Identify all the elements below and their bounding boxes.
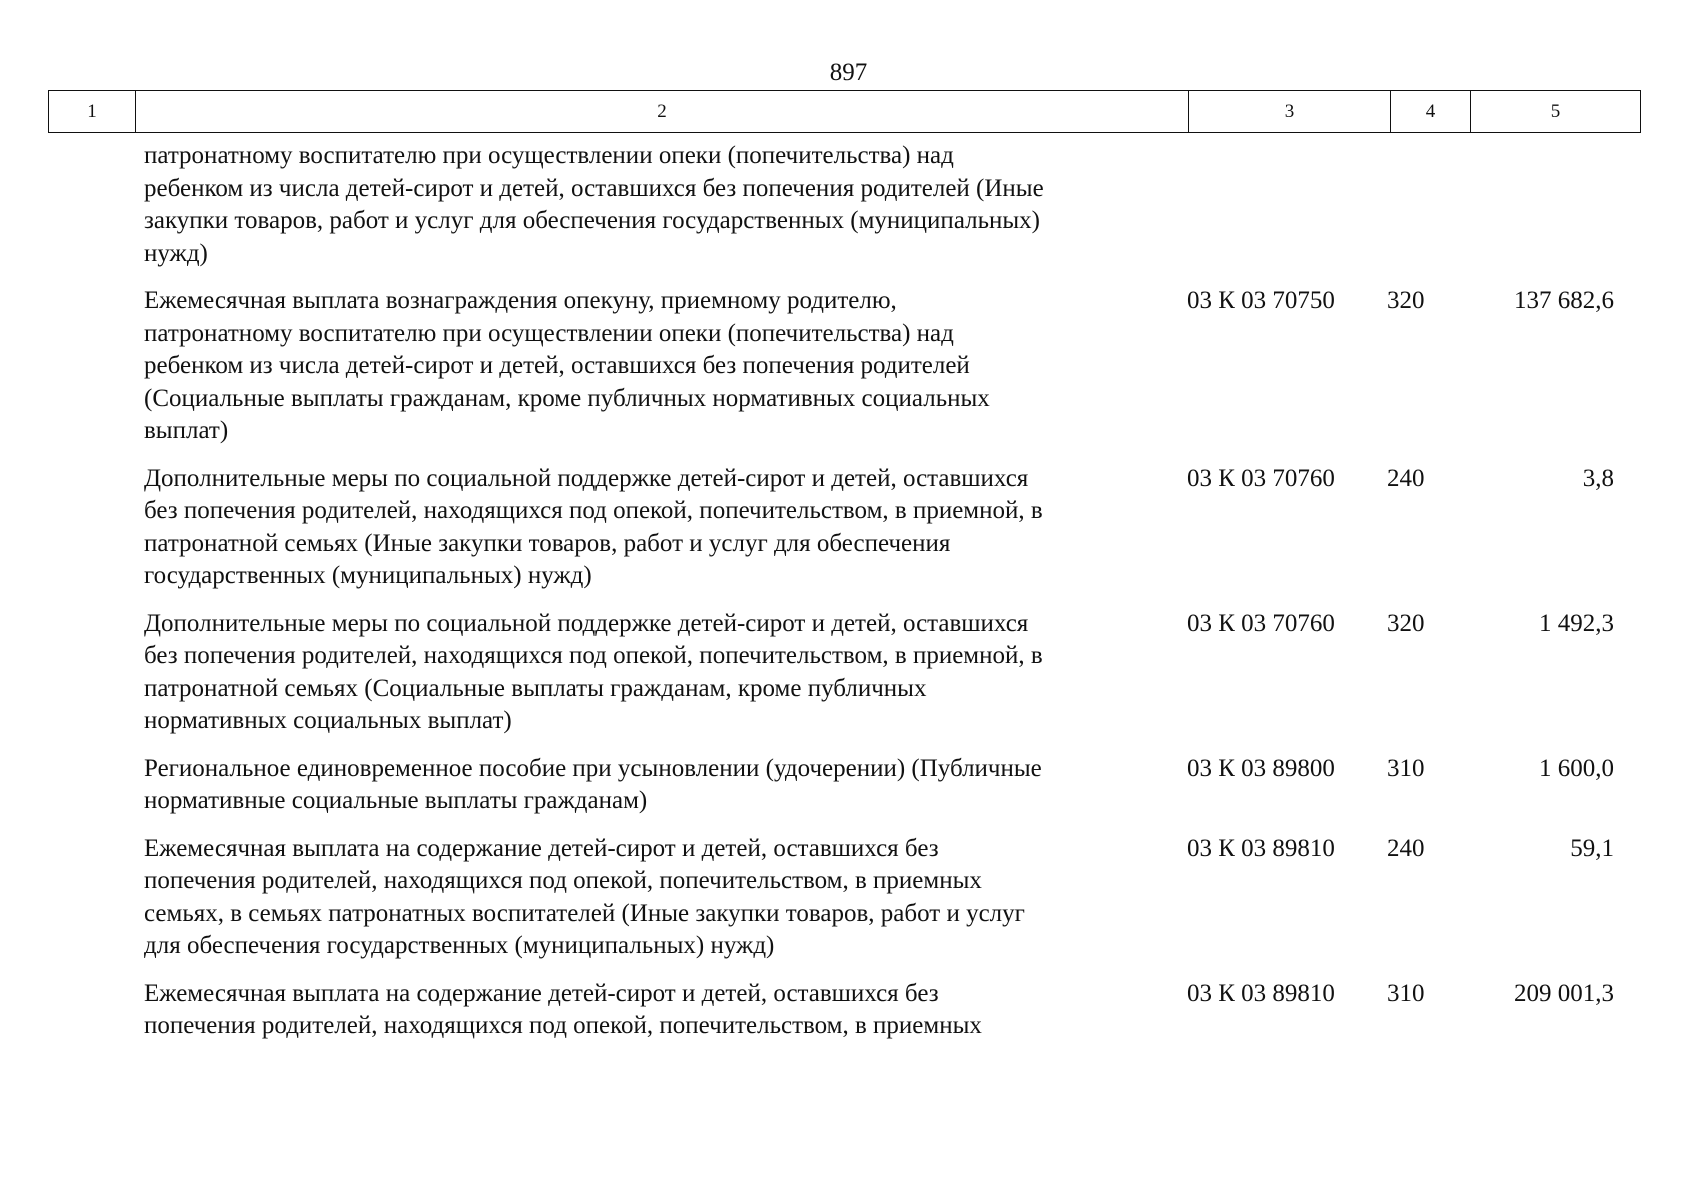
row-target-code: 03 К 03 89800 bbox=[1187, 754, 1335, 782]
description-line: Региональное единовременное пособие при усыновлении (удочерении) (Публичные bbox=[144, 754, 1042, 782]
row-target-code: 03 К 03 70760 bbox=[1187, 609, 1335, 637]
row-target-code bbox=[1170, 140, 1370, 270]
description-line: (Социальные выплаты гражданам, кроме публичных нормативных социальных bbox=[144, 384, 990, 412]
description-line: нужд) bbox=[144, 239, 208, 267]
table-row bbox=[48, 833, 1640, 963]
description-line: патронатному воспитателю при осуществлении опеки (попечительства) над bbox=[144, 142, 954, 169]
description-line: без попечения родителей, находящихся под опекой, попечительством, в приемной, в bbox=[144, 497, 1043, 524]
row-target-code: 03 К 03 70760 bbox=[1187, 464, 1335, 492]
description-line: попечения родителей, находящихся под опекой, попечительством, в приемных bbox=[144, 867, 982, 894]
row-amount bbox=[1450, 140, 1622, 270]
row-description bbox=[48, 833, 1170, 963]
row-expense-type: 320 bbox=[1387, 609, 1425, 637]
description-line: Ежемесячная выплата на содержание детей-сирот и детей, оставшихся без bbox=[144, 834, 939, 862]
column-header-table bbox=[48, 90, 1641, 133]
description-line: государственных (муниципальных) нужд) bbox=[144, 562, 592, 589]
column-header-row bbox=[49, 91, 1641, 133]
description-line: Дополнительные меры по социальной поддержке детей-сирот и детей, оставшихся bbox=[144, 464, 1029, 492]
description-line: ребенком из числа детей-сирот и детей, оставшихся без попечения родителей bbox=[144, 352, 970, 379]
table-row bbox=[48, 463, 1640, 593]
row-expense-type: 310 bbox=[1387, 754, 1425, 782]
row-amount: 137 682,6 bbox=[1514, 287, 1614, 314]
description-line: патронатному воспитателю при осуществлении опеки (попечительства) над bbox=[144, 319, 954, 347]
table-row bbox=[48, 608, 1640, 738]
row-description bbox=[48, 140, 1170, 270]
description-line: нормативных социальных выплат) bbox=[144, 707, 512, 734]
row-amount: 1 600,0 bbox=[1539, 754, 1614, 782]
row-amount: 209 001,3 bbox=[1514, 979, 1614, 1007]
row-description bbox=[48, 608, 1170, 738]
description-line: Дополнительные меры по социальной поддержке детей-сирот и детей, оставшихся bbox=[144, 609, 1029, 637]
row-target-code: 03 К 03 70750 bbox=[1187, 287, 1335, 314]
description-line: ребенком из числа детей-сирот и детей, оставшихся без попечения родителей (Иные bbox=[144, 174, 1044, 202]
row-expense-type bbox=[1370, 140, 1450, 270]
table-body bbox=[48, 140, 1640, 1058]
column-header-3: 3 bbox=[1189, 91, 1391, 133]
description-line: выплат) bbox=[144, 417, 229, 444]
description-line: патронатной семьях (Иные закупки товаров, работ и услуг для обеспечения bbox=[144, 529, 951, 557]
description-line: Ежемесячная выплата вознаграждения опекуну, приемному родителю, bbox=[144, 287, 897, 314]
description-line: закупки товаров, работ и услуг для обеспечения государственных (муниципальных) bbox=[144, 207, 1041, 234]
description-line: для обеспечения государственных (муниципальных) нужд) bbox=[144, 932, 775, 959]
row-expense-type: 310 bbox=[1387, 979, 1425, 1007]
row-amount: 1 492,3 bbox=[1539, 609, 1614, 637]
row-amount: 59,1 bbox=[1570, 834, 1614, 862]
column-header-5: 5 bbox=[1471, 91, 1641, 133]
description-line: патронатной семьях (Социальные выплаты гражданам, кроме публичных bbox=[144, 674, 927, 702]
description-line: без попечения родителей, находящихся под опекой, попечительством, в приемной, в bbox=[144, 642, 1043, 669]
row-description bbox=[48, 285, 1170, 448]
description-line: Ежемесячная выплата на содержание детей-сирот и детей, оставшихся без bbox=[144, 979, 939, 1007]
row-expense-type: 240 bbox=[1387, 834, 1425, 862]
table-row bbox=[48, 978, 1640, 1043]
column-header-1: 1 bbox=[49, 91, 136, 133]
row-description bbox=[48, 978, 1170, 1043]
table-row bbox=[48, 285, 1640, 448]
description-line: нормативные социальные выплаты гражданам) bbox=[144, 787, 648, 814]
description-line: семьях, в семьях патронатных воспитателей (Иные закупки товаров, работ и услуг bbox=[144, 899, 1025, 927]
row-expense-type: 240 bbox=[1387, 464, 1425, 492]
row-amount: 3,8 bbox=[1582, 464, 1614, 492]
description-line: попечения родителей, находящихся под опекой, попечительством, в приемных bbox=[144, 1012, 982, 1039]
row-description bbox=[48, 753, 1170, 818]
column-header-2: 2 bbox=[136, 91, 1189, 133]
table-row bbox=[48, 140, 1640, 270]
page-number: 897 bbox=[829, 59, 868, 86]
row-target-code: 03 К 03 89810 bbox=[1187, 979, 1335, 1007]
row-target-code: 03 К 03 89810 bbox=[1187, 834, 1335, 862]
table-row bbox=[48, 753, 1640, 818]
column-header-4: 4 bbox=[1391, 91, 1471, 133]
row-expense-type: 320 bbox=[1387, 287, 1425, 314]
row-description bbox=[48, 463, 1170, 593]
